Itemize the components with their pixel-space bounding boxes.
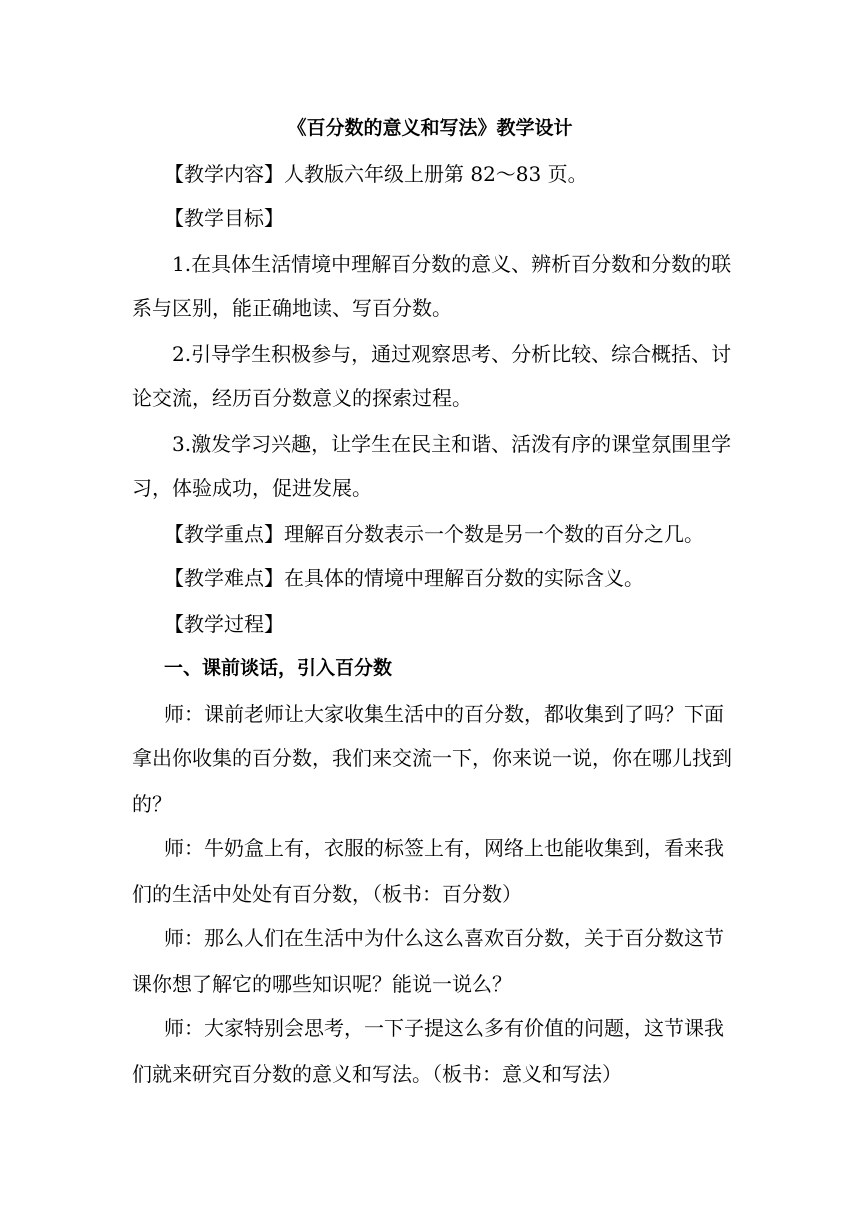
- teaching-content: 【教学内容】人教版六年级上册第 82～83 页。: [164, 162, 588, 186]
- paragraph-2-line-1: 师：牛奶盒上有，衣服的标签上有，网络上也能收集到，看来我: [164, 836, 724, 860]
- paragraph-1-line-3: 的？: [132, 792, 172, 816]
- teaching-goals-label: 【教学目标】: [164, 206, 284, 230]
- key-point: 【教学重点】理解百分数表示一个数是另一个数的百分之几。: [164, 522, 704, 546]
- goal-1-line-2: 系与区别，能正确地读、写百分数。: [132, 296, 452, 320]
- paragraph-1-line-1: 师：课前老师让大家收集生活中的百分数，都收集到了吗？下面: [164, 702, 724, 726]
- paragraph-1-line-2: 拿出你收集的百分数，我们来交流一下，你来说一说，你在哪儿找到: [132, 746, 732, 770]
- difficulty: 【教学难点】在具体的情境中理解百分数的实际含义。: [164, 566, 644, 590]
- paragraph-3-line-2: 课你想了解它的哪些知识呢？能说一说么？: [132, 972, 512, 996]
- goal-2-line-2: 论交流，经历百分数意义的探索过程。: [132, 386, 472, 410]
- goal-3-line-2: 习，体验成功，促进发展。: [132, 476, 372, 500]
- paragraph-4-line-2: 们就来研究百分数的意义和写法。（板书：意义和写法）: [132, 1062, 622, 1086]
- process-label: 【教学过程】: [164, 612, 284, 636]
- goal-2-line-1: 2.引导学生积极参与，通过观察思考、分析比较、综合概括、讨: [172, 342, 732, 366]
- paragraph-4-line-1: 师：大家特别会思考，一下子提这么多有价值的问题，这节课我: [164, 1016, 724, 1040]
- document-title: 《百分数的意义和写法》教学设计: [287, 117, 573, 139]
- paragraph-3-line-1: 师：那么人们在生活中为什么这么喜欢百分数，关于百分数这节: [164, 926, 724, 950]
- goal-1-line-1: 1.在具体生活情境中理解百分数的意义、辨析百分数和分数的联: [172, 252, 732, 276]
- section-1-heading: 一、课前谈话，引入百分数: [164, 657, 393, 679]
- goal-3-line-1: 3.激发学习兴趣，让学生在民主和谐、活泼有序的课堂氛围里学: [172, 432, 732, 456]
- paragraph-2-line-2: 们的生活中处处有百分数，（板书：百分数）: [132, 882, 522, 906]
